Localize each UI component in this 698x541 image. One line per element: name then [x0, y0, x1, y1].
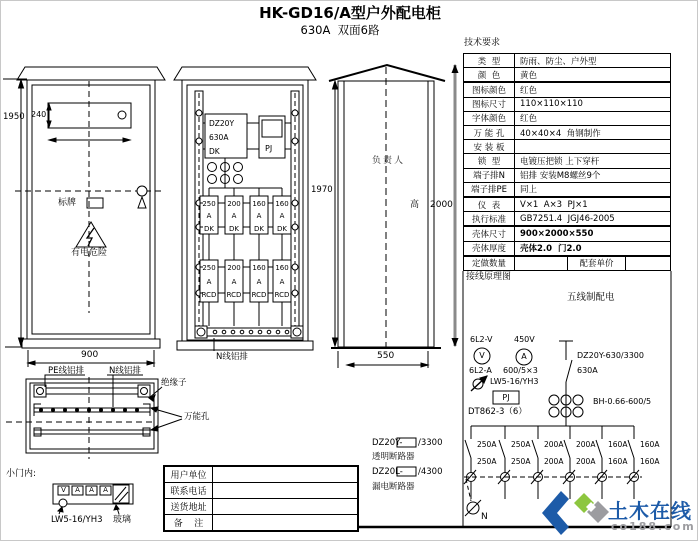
main-breaker-amp-label: 630A	[577, 366, 598, 375]
n-bus-label: N线铝排	[109, 366, 141, 376]
internal-n-bus-label: N线铝排	[216, 352, 248, 362]
dim-240: 240	[31, 110, 47, 119]
tech-row: 图标尺寸 110×110×110	[464, 98, 670, 112]
order-row: 送货地址	[165, 499, 357, 515]
note-2-model: DZ20L-	[372, 467, 403, 477]
order-info-table	[163, 465, 359, 532]
schematic-meter-label: PJ	[502, 393, 510, 402]
unit-price-value	[626, 257, 670, 270]
danger-label: 有电危险	[71, 248, 108, 258]
order-row-value	[213, 515, 357, 530]
tech-table-title: 技术要求	[464, 38, 501, 48]
watermark-brand: 土木在线	[608, 499, 692, 523]
branch-6-bottom: 160A	[640, 457, 660, 466]
breaker-rcd-2: 200 A RCD	[226, 264, 242, 300]
order-row-value	[213, 499, 357, 514]
note-1-desc: 透明断路器	[372, 452, 415, 462]
ammeter-symbol: A	[521, 352, 527, 361]
person-in-charge-label: 负责人	[372, 156, 406, 166]
breaker-dk-1: 250 A DK	[202, 200, 216, 233]
branch-1-bottom: 250A	[477, 457, 497, 466]
tech-row: 执行标准 GB7251.4 JGJ46-2005	[464, 212, 670, 227]
voltmeter-model: 6L2-V	[470, 335, 493, 344]
energy-meter-model: DT862-3（6）	[468, 407, 527, 417]
note-1-model: DZ20Y-	[372, 438, 403, 448]
order-row: 联系电话	[165, 483, 357, 499]
neutral-label: N	[481, 512, 488, 522]
order-row: 用户单位	[165, 467, 357, 483]
breaker-dk-4: 160 A DK	[275, 200, 289, 233]
tech-row: 端子排PE 同上	[464, 183, 670, 198]
schematic-title: 五线制配电	[567, 292, 615, 303]
tech-row: 端子排N 铝排 安装M8螺丝9个	[464, 169, 670, 183]
tech-row: 类 型 防雨、防尘、户外型	[464, 54, 670, 68]
voltage-label: 450V	[514, 335, 535, 344]
branch-1-top: 250A	[477, 440, 497, 449]
tech-row: 万 能 孔 40×40×4 角钢制作	[464, 126, 670, 140]
front-view-drawing	[3, 67, 165, 367]
voltmeter-cell: V	[61, 486, 66, 494]
side-view-drawing	[329, 64, 459, 368]
branch-3-bottom: 200A	[544, 457, 564, 466]
ct-model-label: BH-0.66-600/5	[593, 397, 652, 406]
height-label: 高	[410, 200, 420, 210]
ammeter-cell-3: A	[103, 486, 108, 494]
schematic-switch-model: LW5-16/YH3	[490, 377, 539, 386]
order-row: 备 注	[165, 515, 357, 530]
branch-4-top: 200A	[576, 440, 596, 449]
breaker-rcd-4: 160 A RCD	[274, 264, 290, 300]
main-breaker-box	[206, 117, 249, 159]
tech-table	[463, 53, 671, 271]
tech-row: 字体颜色 红色	[464, 112, 670, 126]
branch-2-bottom: 250A	[511, 457, 531, 466]
breaker-rcd-1: 250 A RCD	[201, 264, 217, 300]
unit-price-label: 配套单价	[568, 257, 626, 270]
dim-2000: 2000	[430, 200, 453, 210]
pe-bus-label: PE线铝排	[48, 366, 84, 376]
order-qty-label: 定做数量	[464, 257, 515, 270]
tech-row: 锁 型 电镀压把锁 上下穿杆	[464, 154, 670, 168]
branch-4-bottom: 200A	[576, 457, 596, 466]
tech-row-order	[464, 257, 670, 270]
main-breaker-model-label: DZ20Y-630/3300	[577, 351, 644, 360]
tech-row: 安 装 板	[464, 140, 670, 154]
note-1-suffix: /3300	[418, 438, 443, 448]
tech-row: 图标颜色 红色	[464, 83, 670, 97]
ammeter-cell-2: A	[89, 486, 94, 494]
breaker-dk-2: 200 A DK	[227, 200, 241, 233]
branch-5-bottom: 160A	[608, 457, 628, 466]
dim-1950: 1950	[3, 112, 25, 122]
order-row-value	[213, 467, 357, 482]
small-door-title: 小门内:	[6, 469, 37, 479]
order-row-value	[213, 483, 357, 498]
watermark-logo	[542, 491, 609, 535]
tech-row: 壳体尺寸 900×2000×550	[464, 227, 670, 241]
order-qty-value	[515, 257, 568, 270]
dim-900: 900	[81, 350, 99, 360]
meter-box-label: PJ	[265, 144, 273, 153]
note-2-suffix: /4300	[418, 467, 443, 477]
breaker-dk-3: 160 A DK	[252, 200, 266, 233]
busbar-section-drawing	[6, 375, 182, 459]
main-breaker-type: DK	[209, 146, 220, 156]
branch-6-top: 160A	[640, 440, 660, 449]
door-switch-label: LW5-16/YH3	[51, 515, 103, 525]
main-breaker-amp: 630A	[209, 132, 229, 142]
ct-ratio-label: 600/5×3	[503, 366, 538, 375]
page-title: HK-GD16/A型户外配电柜	[259, 4, 441, 22]
voltmeter-symbol: V	[479, 351, 485, 360]
branch-2-top: 250A	[511, 440, 531, 449]
breaker-rcd-3: 160 A RCD	[251, 264, 267, 300]
branch-5-top: 160A	[608, 440, 628, 449]
dim-550: 550	[377, 351, 395, 361]
schematic-section-label: 接线原理图	[466, 272, 512, 282]
ammeter-model: 6L2-A	[469, 366, 492, 375]
tech-row: 壳体厚度 壳体2.0 门2.0	[464, 242, 670, 257]
branch-3-top: 200A	[544, 440, 564, 449]
insulator-label: 绝缘子	[161, 378, 187, 388]
page-subtitle: 630A 双面6路	[300, 23, 380, 37]
note-2-desc: 漏电断路器	[372, 482, 415, 492]
dim-1970: 1970	[311, 185, 333, 195]
main-breaker-model: DZ20Y	[209, 119, 235, 128]
ammeter-cell-1: A	[75, 486, 80, 494]
glass-label: 玻璃	[113, 515, 132, 525]
nameplate-label: 标牌	[58, 198, 77, 208]
universal-hole-label: 万能孔	[184, 412, 210, 422]
watermark-site: co188.com	[611, 520, 696, 533]
tech-row: 仪 表 V×1 A×3 PJ×1	[464, 198, 670, 212]
tech-row: 颜 色 黄色	[464, 68, 670, 83]
